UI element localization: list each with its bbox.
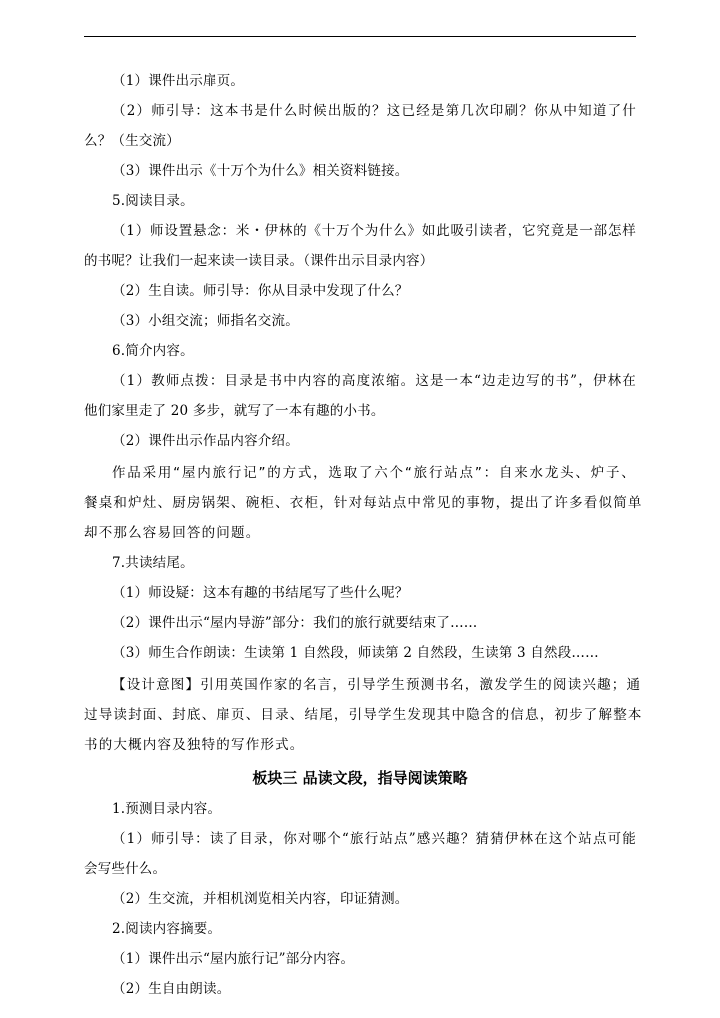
text-line: （1）师设置悬念：米・伊林的《十万个为什么》如此吸引读者，它究竟是一部怎样: [112, 223, 636, 239]
text-line: （2）生交流，并相机浏览相关内容，印证猜测。: [112, 891, 409, 907]
text-line: （2）课件出示作品内容介绍。: [112, 433, 299, 449]
design-intent-line: 【设计意图】引用英国作家的名言，引导学生预测书名，激发学生的阅读兴趣；通: [112, 677, 642, 693]
quote-line: 餐桌和炉灶、厨房锅架、碗柜、衣柜，针对每站点中常见的事物，提出了许多看似简单: [84, 495, 643, 511]
text-line: （3）课件出示《十万个为什么》相关资料链接。: [112, 163, 409, 179]
design-intent-line: 书的大概内容及独特的写作形式。: [84, 737, 305, 753]
text-line: 么？（生交流）: [84, 133, 180, 149]
text-line: 7.共读结尾。: [112, 555, 194, 571]
section-heading: 板块三 品读文段，指导阅读策略: [252, 769, 468, 787]
text-line: （1）课件出示“屋内旅行记”部分内容。: [112, 951, 355, 967]
text-line: 的书呢？让我们一起来读一读目录。（课件出示目录内容）: [84, 253, 434, 269]
text-line: 他们家里走了 20 多步，就写了一本有趣的小书。: [84, 403, 385, 419]
design-intent-line: 过导读封面、封底、扉页、目录、结尾，引导学生发现其中隐含的信息，初步了解整本: [84, 707, 643, 723]
text-line: 1.预测目录内容。: [112, 801, 222, 817]
text-line: （3）师生合作朗读：生读第 1 自然段，师读第 2 自然段，生读第 3 自然段……: [112, 645, 599, 661]
header-rule: [84, 36, 636, 37]
text-line: （1）教师点拨：目录是书中内容的高度浓缩。这是一本“边走边写的书”，伊林在: [112, 373, 636, 389]
text-line: （3）小组交流；师指名交流。: [112, 313, 299, 329]
text-line: （1）师引导：读了目录，你对哪个“旅行站点”感兴趣？猜猜伊林在这个站点可能: [112, 831, 636, 847]
text-line: （2）生自由朗读。: [112, 981, 231, 997]
text-line: （2）师引导：这本书是什么时候出版的？这已经是第几次印刷？你从中知道了什: [112, 103, 636, 119]
text-line: （1）师设疑：这本有趣的书结尾写了些什么呢？: [112, 585, 409, 601]
text-line: 2.阅读内容摘要。: [112, 921, 222, 937]
quote-line: 作品采用“屋内旅行记”的方式，选取了六个“旅行站点”：自来水龙头、炉子、: [112, 465, 636, 481]
text-line: （1）课件出示扉页。: [112, 73, 245, 89]
quote-line: 却不那么容易回答的问题。: [84, 525, 261, 541]
text-line: 6.简介内容。: [112, 343, 194, 359]
text-line: 会写些什么。: [84, 861, 167, 877]
text-line: （2）生自读。师引导：你从目录中发现了什么？: [112, 283, 409, 299]
text-line: 5.阅读目录。: [112, 193, 194, 209]
text-line: （2）课件出示“屋内导游”部分：我们的旅行就要结束了……: [112, 615, 478, 631]
